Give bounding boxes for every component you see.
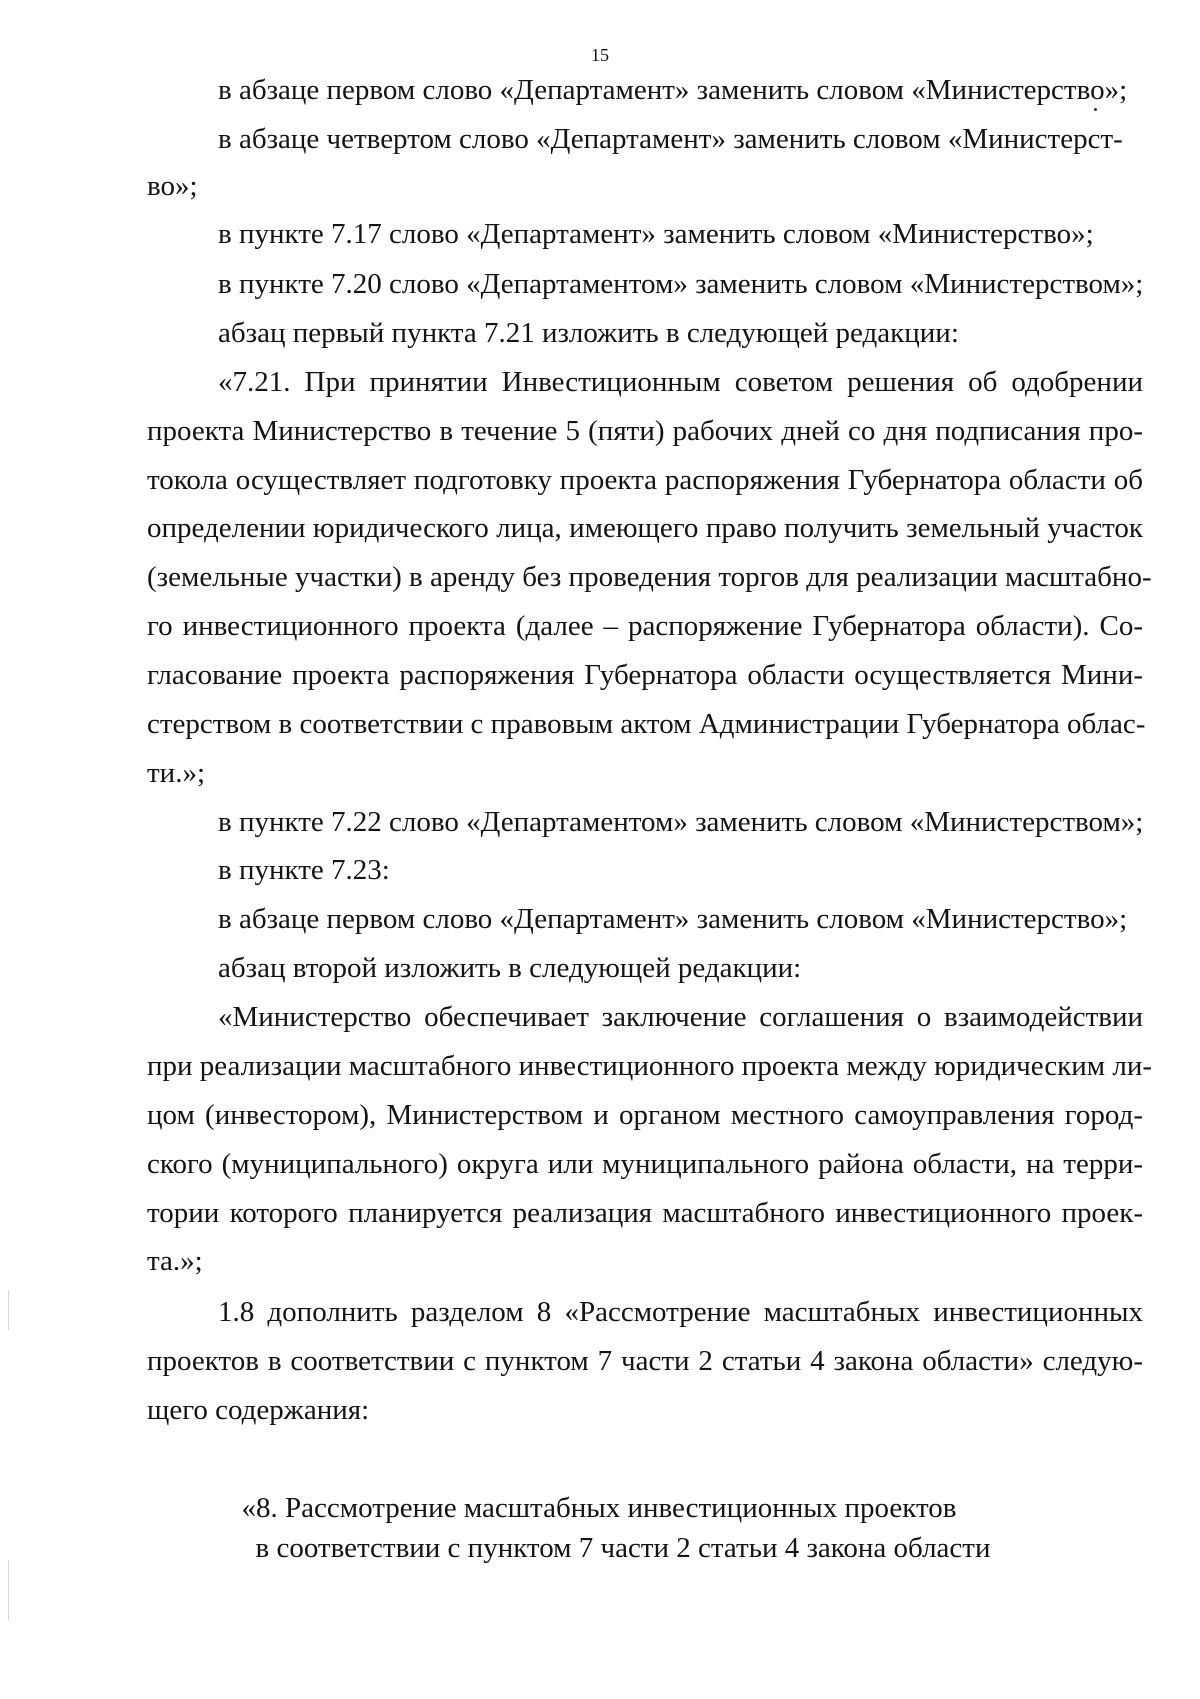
text-line: определении юридического лица, имеющего право получить земельный участок [147, 512, 1143, 544]
text-line: проекта Министерство в течение 5 (пяти) рабочих дней со дня подписания про- [147, 415, 1143, 447]
text-line: та.»; [147, 1245, 203, 1277]
text-line: в пункте 7.22 слово «Департаментом» заменить словом «Министерством»; [218, 806, 1144, 838]
text-line: проектов в соответствии с пунктом 7 части 2 статьи 4 закона области» следую- [147, 1345, 1143, 1377]
section-heading-line-2: в соответствии с пунктом 7 части 2 статьи 4 закона области [255, 1532, 991, 1564]
text-line: «7.21. При принятии Инвестиционным советом решения об одобрении [218, 366, 1143, 398]
text-line: абзац второй изложить в следующей редакции: [218, 952, 802, 984]
text-line: в абзаце первом слово «Департамент» заменить словом «Министерство»; [218, 74, 1128, 106]
text-line: тории которого планируется реализация масштабного инвестиционного проек- [147, 1197, 1143, 1229]
scan-speck [1094, 108, 1097, 111]
text-line: в пункте 7.17 слово «Департамент» заменить словом «Министерство»; [218, 218, 1094, 250]
section-heading-line-1: «8. Рассмотрение масштабных инвестиционных проектов [241, 1492, 957, 1524]
text-line: ского (муниципального) округа или муниципального района области, на терри- [147, 1148, 1143, 1180]
text-line: го инвестиционного проекта (далее – распоряжение Губернатора области). Со- [147, 610, 1143, 642]
text-line: токола осуществляет подготовку проекта распоряжения Губернатора области об [147, 464, 1143, 496]
text-line: щего содержания: [147, 1394, 370, 1426]
text-line: гласование проекта распоряжения Губернатора области осуществляется Мини- [147, 659, 1143, 691]
text-line: 1.8 дополнить разделом 8 «Рассмотрение масштабных инвестиционных [218, 1296, 1143, 1328]
page-number: 15 [591, 45, 609, 65]
text-line: в пункте 7.20 слово «Департаментом» заменить словом «Министерством»; [218, 268, 1144, 300]
text-line: (земельные участки) в аренду без проведения торгов для реализации масштабно- [147, 561, 1152, 593]
text-line: стерством в соответствии с правовым актом Администрации Губернатора облас- [147, 708, 1146, 740]
text-line: в абзаце первом слово «Департамент» заменить словом «Министерство»; [218, 903, 1128, 935]
text-line: цом (инвестором), Министерством и органом местного самоуправления город- [147, 1099, 1143, 1131]
text-line: при реализации масштабного инвестиционного проекта между юридическим ли- [147, 1050, 1153, 1082]
text-line: в абзаце четвертом слово «Департамент» заменить словом «Министерст- [218, 123, 1123, 155]
text-line: ти.»; [147, 757, 205, 789]
scan-margin-mark [8, 1560, 9, 1620]
text-line: абзац первый пункта 7.21 изложить в следующей редакции: [218, 317, 959, 349]
text-line: в пункте 7.23: [218, 854, 390, 886]
text-line: во»; [147, 170, 198, 202]
text-line: «Министерство обеспечивает заключение соглашения о взаимодействии [218, 1001, 1143, 1033]
